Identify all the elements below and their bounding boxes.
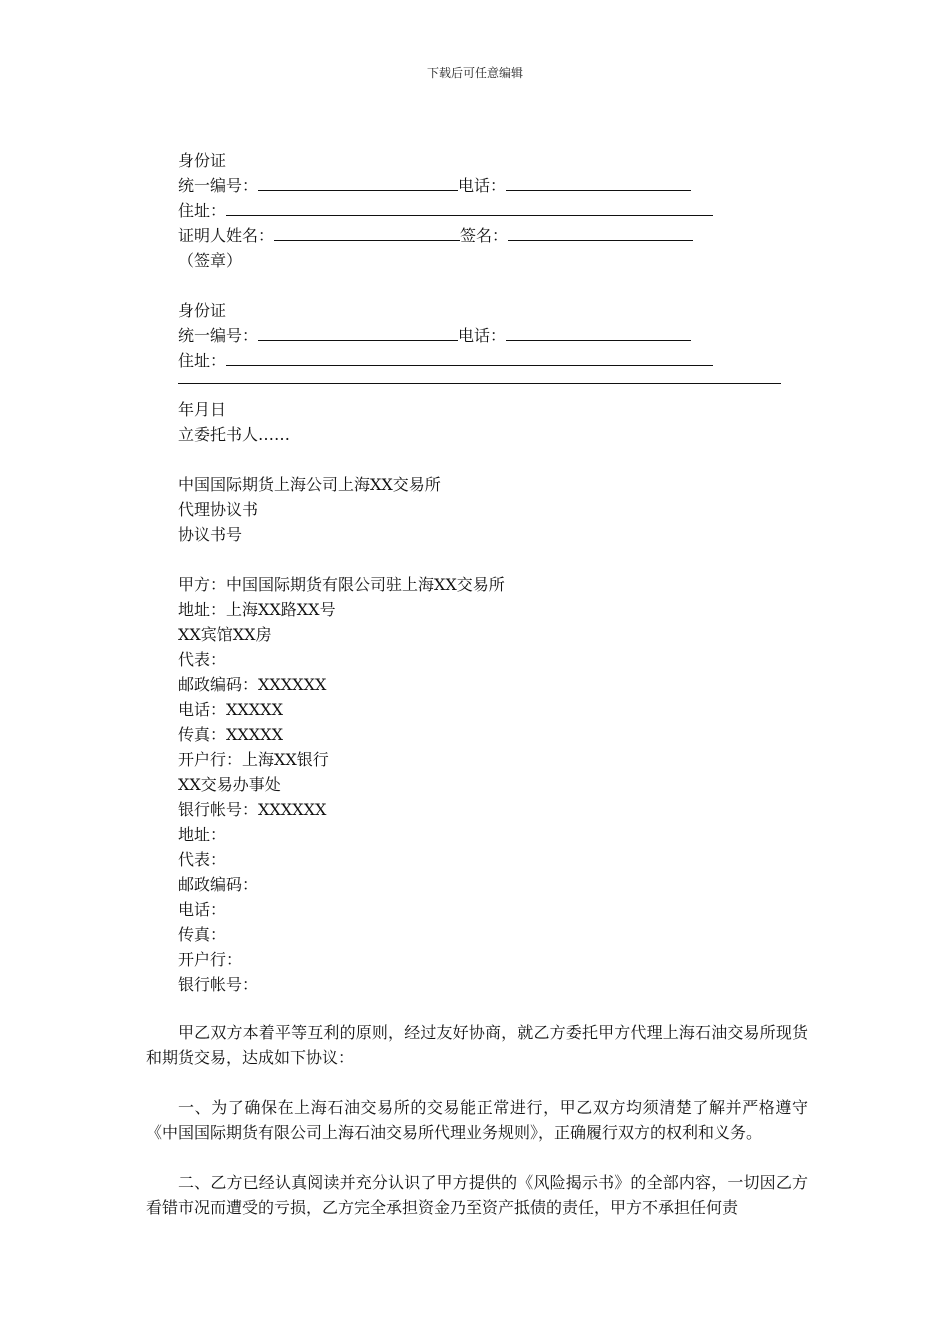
clause-2-paragraph: 二、乙方已经认真阅读并充分认识了甲方提供的《风险揭示书》的全部内容，一切因乙方看错市况而遭受的亏损，乙方完全承担资金乃至资产抵债的责任，甲方不承担任何责	[146, 1173, 808, 1217]
party-b-bank: 开户行：	[178, 950, 243, 969]
principal-line: 立委托书人……	[178, 425, 291, 444]
address-label: 住址：	[178, 201, 227, 220]
party-b-address: 地址：	[178, 825, 227, 844]
witness1-address-row	[178, 201, 713, 221]
witness-name-blank[interactable]	[274, 226, 460, 241]
phone-blank[interactable]	[506, 326, 691, 341]
party-a-representative: 代表：	[178, 650, 227, 669]
unified-no-blank[interactable]	[258, 326, 458, 341]
witness2-unified-no-row	[178, 326, 691, 346]
party-a-postcode: 邮政编码：XXXXXX	[178, 675, 327, 694]
signature-label: 签名：	[460, 226, 509, 245]
witness1-id-label: 身份证	[178, 151, 227, 170]
phone-label: 电话：	[458, 176, 507, 195]
witness2-address-row	[178, 351, 713, 371]
date-line: 年月日	[178, 400, 227, 419]
party-a-bank-branch: XX交易办事处	[178, 775, 281, 794]
intro-paragraph: 甲乙双方本着平等互利的原则，经过友好协商，就乙方委托甲方代理上海石油交易所现货和期货交易，达成如下协议：	[146, 1023, 808, 1067]
phone-blank[interactable]	[506, 176, 691, 191]
unified-no-label: 统一编号：	[178, 326, 259, 345]
party-b-representative: 代表：	[178, 850, 227, 869]
party-b-account: 银行帐号：	[178, 975, 259, 994]
party-a-name: 甲方：中国国际期货有限公司驻上海XX交易所	[178, 575, 505, 594]
witness2-id-label: 身份证	[178, 301, 227, 320]
full-width-rule	[178, 383, 781, 384]
agreement-title-line1: 中国国际期货上海公司上海XX交易所	[178, 475, 441, 494]
witness1-unified-no-row	[178, 176, 691, 196]
party-a-address1: 地址：上海XX路XX号	[178, 600, 336, 619]
witness-name-label: 证明人姓名：	[178, 226, 275, 245]
party-a-account: 银行帐号：XXXXXX	[178, 800, 327, 819]
party-a-address2: XX宾馆XX房	[178, 625, 272, 644]
party-a-bank: 开户行：上海XX银行	[178, 750, 329, 769]
party-b-postcode: 邮政编码：	[178, 875, 259, 894]
party-a-phone: 电话：XXXXX	[178, 700, 283, 719]
party-a-fax: 传真：XXXXX	[178, 725, 283, 744]
signature-blank[interactable]	[508, 226, 693, 241]
unified-no-blank[interactable]	[258, 176, 458, 191]
clause-1-paragraph: 一、为了确保在上海石油交易所的交易能正常进行，甲乙双方均须清楚了解并严格遵守《中国国际期货有限公司上海石油交易所代理业务规则》，正确履行双方的权利和义务。	[146, 1098, 808, 1142]
agreement-number-label: 协议书号	[178, 525, 243, 544]
address-label: 住址：	[178, 351, 227, 370]
unified-no-label: 统一编号：	[178, 176, 259, 195]
phone-label: 电话：	[458, 326, 507, 345]
witness1-name-row	[178, 226, 693, 246]
page-header-note: 下载后可任意编辑	[426, 66, 523, 80]
agreement-title-line2: 代理协议书	[178, 500, 259, 519]
party-b-fax: 传真：	[178, 925, 227, 944]
witness1-seal-label: （签章）	[178, 251, 243, 270]
party-b-phone: 电话：	[178, 900, 227, 919]
address-blank[interactable]	[226, 201, 713, 216]
address-blank[interactable]	[226, 351, 713, 366]
